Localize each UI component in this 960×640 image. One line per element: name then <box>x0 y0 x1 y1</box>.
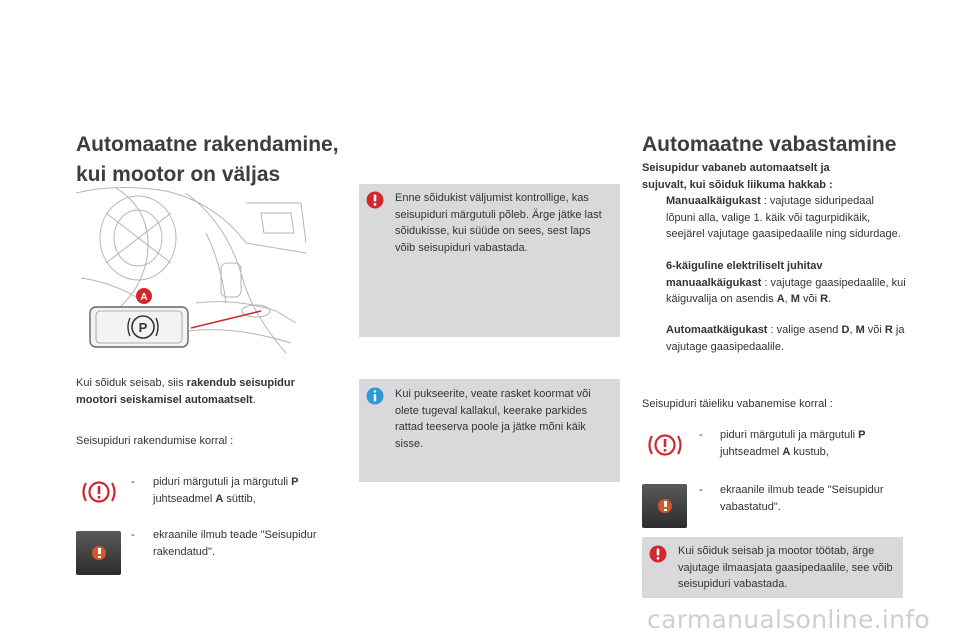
left-item2-dash: - <box>131 529 135 541</box>
parking-brake-illustration <box>76 183 306 358</box>
b3-d: D <box>841 324 850 336</box>
b3-comma: , <box>849 324 856 336</box>
right-intro: Seisupidur vabaneb automaatselt ja sujuvalt, kui sõiduk liikuma hakkab : <box>642 162 833 191</box>
right-title: Automaatne vabastamine <box>642 133 897 156</box>
b3-text1: : valige asend <box>767 324 842 336</box>
left-intro-post: . <box>252 394 256 406</box>
warning-exclamation-icon <box>366 191 384 209</box>
svg-text:P: P <box>138 320 148 335</box>
left-item1-dash: - <box>131 476 135 488</box>
bullet-manual <box>642 193 912 259</box>
info-icon <box>366 387 384 405</box>
b2-r: R <box>820 293 829 305</box>
right-item1-text <box>720 427 905 461</box>
right-release-text: Seisupiduri täieliku vabanemise korral : <box>642 398 833 410</box>
left-item2-text: ekraanile ilmub teade "Seisupidur rakendatud". <box>153 529 317 558</box>
left-apply-text: Seisupiduri rakendumise korral : <box>76 435 234 447</box>
screen-message-icon <box>642 484 687 528</box>
b3-text2: ja vajutage gaasipedaalile. <box>666 324 905 353</box>
left-title-line2: kui mootor on väljas <box>76 162 281 186</box>
b2-text: : vajutage gaasipedaalile, kui käiguvalija on asendis <box>666 276 906 305</box>
b1-bold: Manuaalkäigukast <box>666 195 761 207</box>
b1-text: : vajutage siduripedaal lõpuni alla, valige 1. käik või tagurpidikäik, seejärel vajutage gaasipedaalile ning sidurdage. <box>666 195 901 240</box>
b2-comma: , <box>784 293 791 305</box>
right-item2-dash: - <box>699 484 703 496</box>
watermark: carmanualsonline.info <box>647 605 930 634</box>
left-item1-p: P <box>291 476 299 488</box>
b2-m: M <box>790 293 800 305</box>
left-item1-a: A <box>215 493 224 505</box>
left-item1-pre: piduri märgutuli ja märgutuli <box>153 476 292 488</box>
b2-voi: või <box>799 293 821 305</box>
r-item1-pre: piduri märgutuli ja märgutuli <box>720 429 859 441</box>
right-item1-dash: - <box>699 429 703 441</box>
b3-bold: Automaatkäigukast <box>666 324 768 336</box>
b2-a: A <box>776 293 785 305</box>
callout-a-label: A <box>140 292 148 303</box>
right-item2-text: ekraanile ilmub teade "Seisupidur vabastatud". <box>720 484 884 513</box>
warning-exclamation-icon <box>649 545 667 563</box>
b3-m: M <box>855 324 865 336</box>
left-title-line1: Automaatne rakendamine, <box>76 133 339 156</box>
b2-dot: . <box>828 293 832 305</box>
left-intro-text <box>76 375 336 409</box>
right-warning-text: Kui sõiduk seisab ja mootor töötab, ärge vajutage ilmaasjata gaasipedaalile, see võib seisupiduri vabastada. <box>678 545 893 590</box>
bullet-automatic <box>642 322 912 356</box>
left-item1-post: süttib, <box>223 493 256 505</box>
screen-message-icon <box>76 531 121 575</box>
b3-r: R <box>884 324 893 336</box>
brake-warning-icon <box>80 478 118 506</box>
left-intro-pre: Kui sõiduk seisab, siis <box>76 377 187 389</box>
info-text: Kui pukseerite, veate rasket koormat või olete tugeval kallakul, keerake parkides rattad teeserva poole ja jätke mõni käik sisse. <box>395 388 591 450</box>
left-intro-bold: rakendub seisupidur mootori seiskamisel automaatselt <box>76 377 295 406</box>
bullet-electric <box>642 258 912 324</box>
left-item1-mid: juhtseadmel <box>153 493 216 505</box>
r-item1-mid: juhtseadmel <box>720 446 783 458</box>
left-item1-text <box>153 474 333 508</box>
left-title <box>76 130 339 190</box>
r-item1-a: A <box>782 446 791 458</box>
r-item1-post: kustub, <box>790 446 829 458</box>
b3-voi: või <box>864 324 885 336</box>
b2-bold: 6-käiguline elektriliselt juhitav manuaalkäigukast <box>666 260 823 289</box>
brake-warning-icon <box>646 431 684 459</box>
warning-text: Enne sõidukist väljumist kontrollige, kas seisupiduri märgutuli põleb. Ärge jätke last sõidukisse, kui süüde on sees, sest laps võib seisupiduri vabastada. <box>395 192 602 254</box>
r-item1-p: P <box>858 429 866 441</box>
